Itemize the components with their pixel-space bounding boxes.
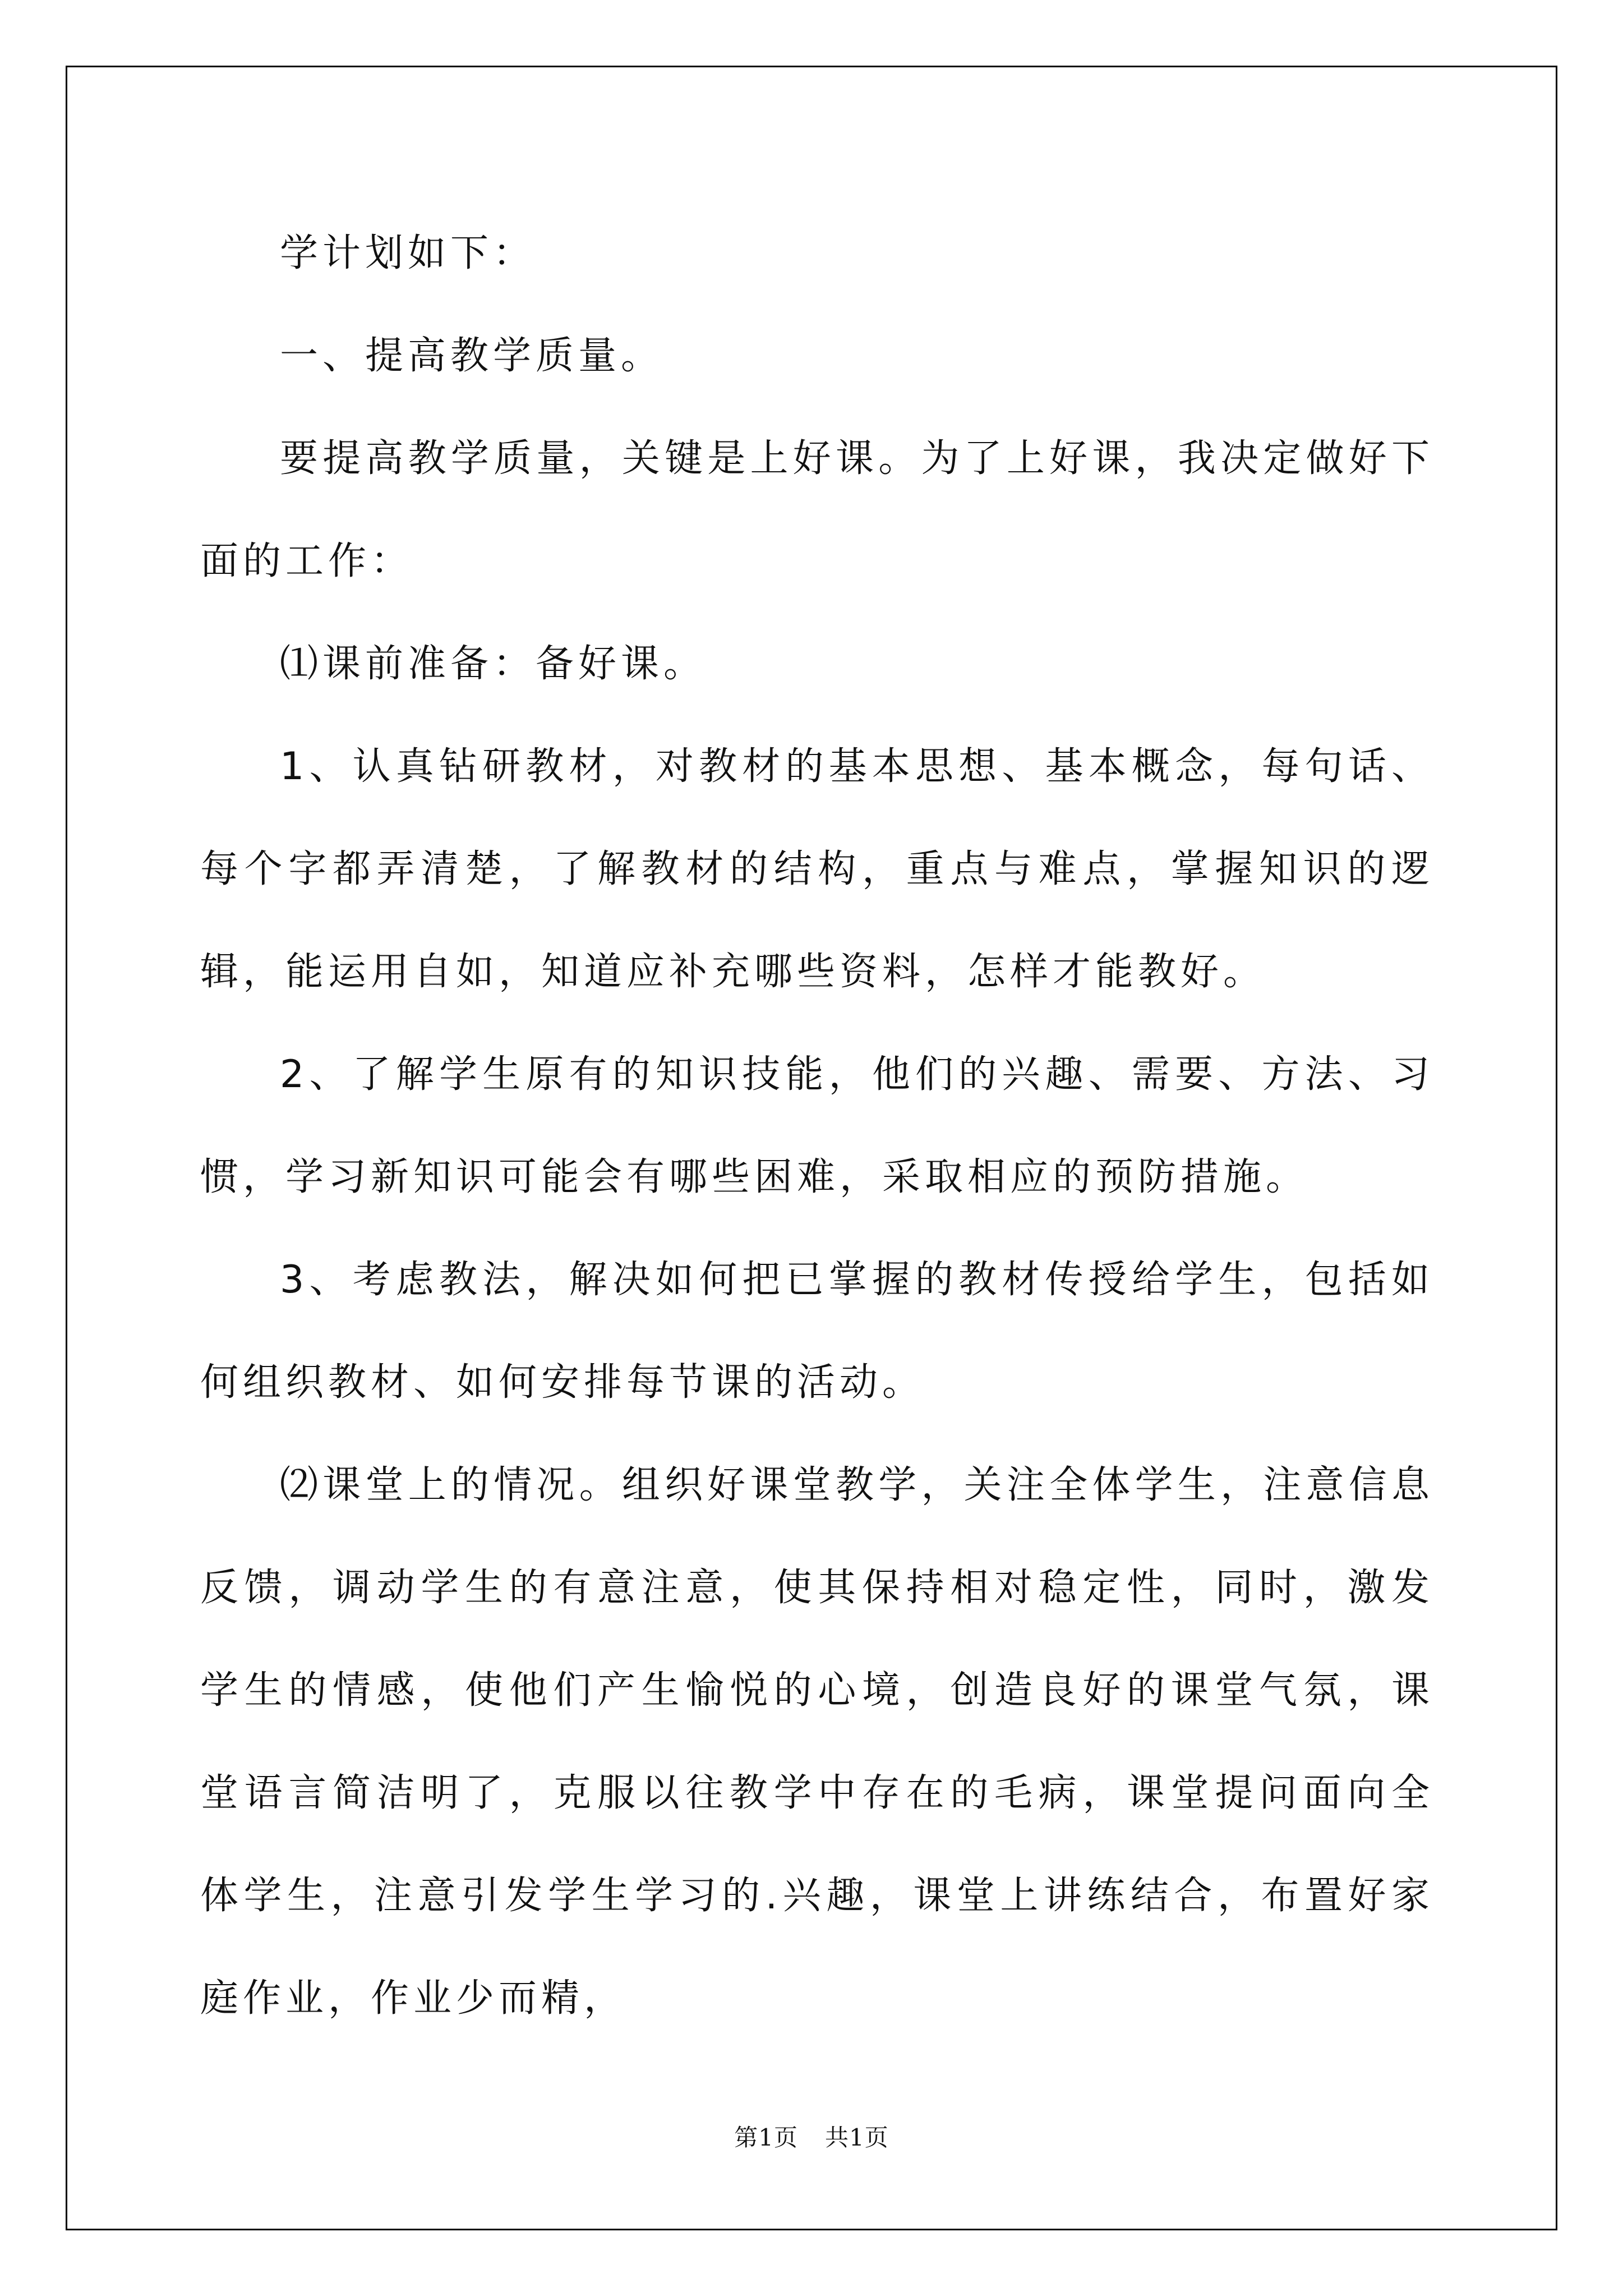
paragraph: 2、了解学生原有的知识技能，他们的兴趣、需要、方法、习惯，学习新知识可能会有哪些困难，采取相应的预防措施。: [200, 1052, 1434, 1199]
page-number-current: 第1页: [734, 2124, 798, 2151]
paragraph: 学计划如下：: [280, 231, 536, 275]
page-number-total: 共1页: [825, 2124, 889, 2151]
paragraph: ⑵课堂上的情况。组织好课堂教学，关注全体学生，注意信息反馈，调动学生的有意注意，使其保持相对稳定性，同时，激发学生的情感，使他们产生愉悦的心境，创造良好的课堂气氛，课堂语言简洁明了，克服以往教学中存在的毛病，课堂提问面向全体学生，注意引发学生学习的.兴趣，课堂上讲练结合，布置好家庭作业，作业少而精，: [200, 1463, 1434, 2021]
paragraph: ⑴课前准备：备好课。: [280, 642, 707, 686]
document-body: [200, 202, 1434, 2050]
paragraph: 1、认真钻研教材，对教材的基本思想、基本概念，每句话、每个字都弄清楚，了解教材的结构，重点与难点，掌握知识的逻辑，能运用自如，知道应补充哪些资料，怎样才能教好。: [200, 744, 1434, 994]
page-footer: [0, 2119, 1623, 2153]
paragraph: 一、提高教学质量。: [280, 334, 664, 378]
paragraph: 要提高教学质量，关键是上好课。为了上好课，我决定做好下面的工作：: [200, 436, 1434, 583]
paragraph: 3、考虑教法，解决如何把已掌握的教材传授给学生，包括如何组织教材、如何安排每节课的活动。: [200, 1258, 1434, 1405]
